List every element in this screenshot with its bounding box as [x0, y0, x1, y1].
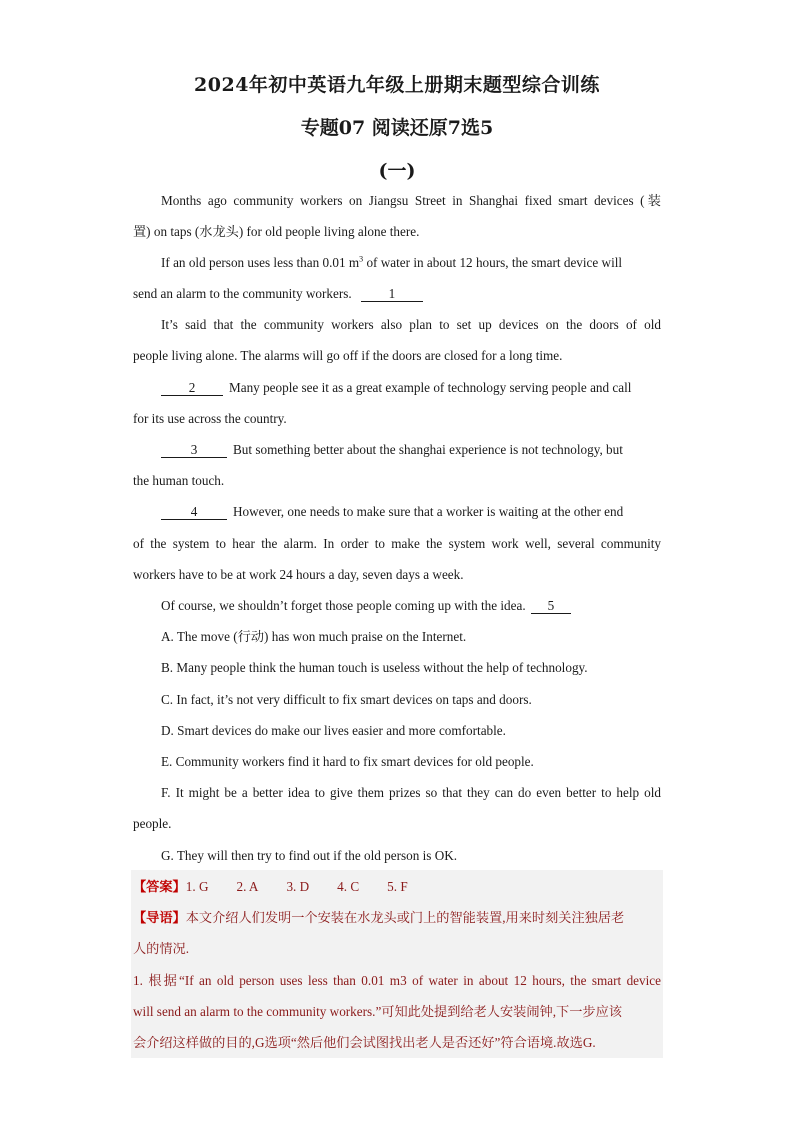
- passage-line: [133, 254, 661, 272]
- passage-text: of water in about 12 hours, the smart device will: [363, 255, 623, 270]
- passage-line: workers have to be at work 24 hours a day, seven days a week.: [133, 567, 464, 582]
- passage-line: Months ago community workers on Jiangsu Street in Shanghai fixed smart devices (装: [161, 193, 661, 208]
- passage-line: [133, 285, 661, 303]
- answer-line: [133, 878, 661, 896]
- document-subtitle: 专题07 阅读还原7选5: [300, 117, 494, 139]
- answer-item: 4. C: [337, 879, 360, 894]
- section-heading: (一): [378, 160, 416, 182]
- explanation-line: 1. 根据“If an old person uses less than 0.01 m3 of water in about 12 hours, the smart device: [133, 973, 661, 988]
- option-d: D. Smart devices do make our lives easier and more comfortable.: [161, 723, 506, 738]
- passage-line: people living alone. The alarms will go off if the doors are closed for a long time.: [133, 348, 563, 363]
- option-c: C. In fact, it’s not very difficult to fix smart devices on taps and doors.: [161, 692, 532, 707]
- option-b: B. Many people think the human touch is useless without the help of technology.: [161, 660, 588, 675]
- passage-line: the human touch.: [133, 473, 225, 488]
- option-f: F. It might be a better idea to give them prizes so that they can do even better to help old: [161, 785, 661, 800]
- answer-section: [131, 870, 663, 1058]
- option-a: A. The move (行动) has won much praise on the Internet.: [161, 629, 467, 644]
- answer-item: 1. G: [185, 879, 209, 894]
- passage-text: Many people see it as a great example of technology serving people and call: [229, 380, 632, 395]
- passage-line: [133, 441, 661, 459]
- passage-text: However, one needs to make sure that a worker is waiting at the other end: [233, 504, 624, 519]
- passage-line: [133, 597, 661, 615]
- passage-line: [133, 379, 661, 397]
- passage-text: But something better about the shanghai experience is not technology, but: [233, 442, 623, 457]
- passage-line: [133, 503, 661, 521]
- guide-text: 本文介绍人们发明一个安装在水龙头或门上的智能装置,用来时刻关注独居老: [185, 910, 625, 925]
- answer-blank-4: 4: [161, 505, 227, 520]
- passage-line: It’s said that the community workers also plan to set up devices on the doors of old: [161, 317, 661, 332]
- passage-text: If an old person uses less than 0.01 m: [161, 255, 360, 270]
- explanation-line: 会介绍这样做的目的,G选项“然后他们会试图找出老人是否还好”符合语境.故选G.: [133, 1035, 596, 1050]
- guide-label: 【导语】: [133, 910, 186, 925]
- option-e: E. Community workers find it hard to fix smart devices for old people.: [161, 754, 534, 769]
- explanation-line: will send an alarm to the community workers.”可知此处提到给老人安装闹钟,下一步应该: [133, 1004, 622, 1019]
- answer-label: 【答案】: [133, 879, 186, 894]
- option-f-continued: people.: [133, 816, 172, 831]
- answer-blank-5: 5: [531, 599, 571, 614]
- passage-line: of the system to hear the alarm. In order to make the system work well, several community: [133, 536, 661, 551]
- guide-line: 人的情况.: [133, 941, 190, 956]
- passage-line: for its use across the country.: [133, 411, 287, 426]
- answer-blank-1: 1: [361, 287, 423, 302]
- answer-blank-3: 3: [161, 443, 227, 458]
- guide-line: [133, 909, 661, 927]
- passage-text: send an alarm to the community workers.: [133, 286, 352, 301]
- option-g: G. They will then try to find out if the old person is OK.: [161, 848, 458, 863]
- answer-item: 3. D: [286, 879, 310, 894]
- passage-text: Of course, we shouldn’t forget those people coming up with the idea.: [161, 598, 526, 613]
- passage-line: 置) on taps (水龙头) for old people living alone there.: [133, 224, 420, 239]
- answer-item: 5. F: [387, 879, 408, 894]
- answer-blank-2: 2: [161, 381, 223, 396]
- superscript: 3: [359, 254, 364, 264]
- document-title: 2024年初中英语九年级上册期末题型综合训练: [194, 74, 600, 96]
- answer-item: 2. A: [236, 879, 259, 894]
